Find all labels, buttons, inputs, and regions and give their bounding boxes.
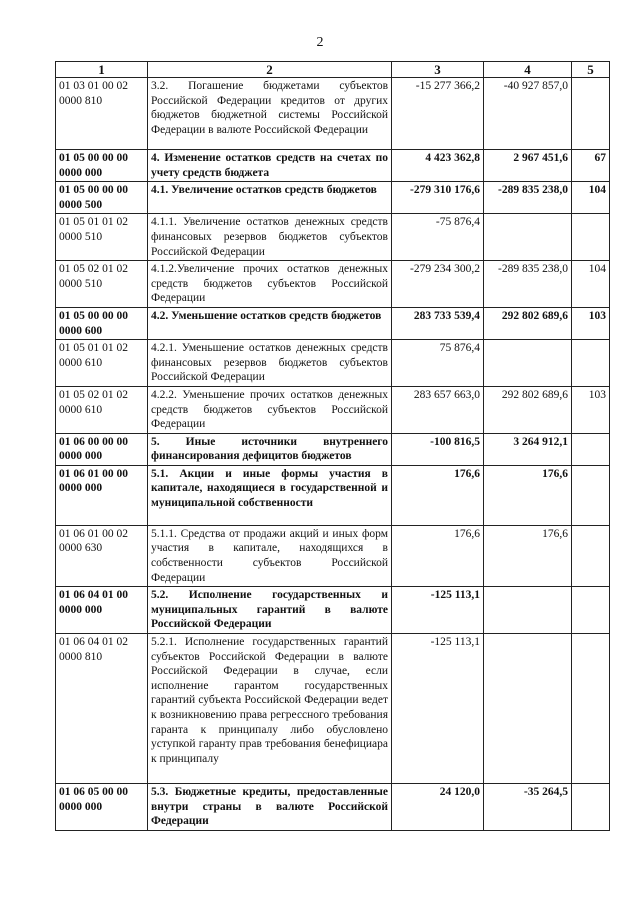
row-actual-value: 292 802 689,6 (484, 386, 572, 433)
column-header-plan: 3 (392, 62, 484, 78)
row-percent: 67 (572, 150, 610, 182)
row-code: 01 06 01 00 00 0000 000 (56, 465, 148, 525)
row-name: 5.2. Исполнение государственных и муниципальных гарантий в валюте Российской Федерации (148, 587, 392, 634)
row-name: 4.2. Уменьшение остатков средств бюджетов (148, 307, 392, 339)
row-percent: 104 (572, 182, 610, 214)
row-plan-value: 75 876,4 (392, 340, 484, 387)
row-actual-value: 292 802 689,6 (484, 307, 572, 339)
row-name: 4.1.2.Увеличение прочих остатков денежных средств бюджетов субъектов Российской Федерации (148, 261, 392, 308)
row-percent (572, 433, 610, 465)
row-percent (572, 78, 610, 150)
row-code: 01 05 00 00 00 0000 000 (56, 150, 148, 182)
table-row (56, 340, 610, 387)
row-plan-value: -125 113,1 (392, 634, 484, 784)
row-name: 4.2.2. Уменьшение прочих остатков денежных средств бюджетов субъектов Российской Федерации (148, 386, 392, 433)
row-plan-value: -279 310 176,6 (392, 182, 484, 214)
row-percent (572, 634, 610, 784)
page-number: 2 (316, 35, 324, 50)
row-percent (572, 784, 610, 831)
row-actual-value: -289 835 238,0 (484, 261, 572, 308)
row-plan-value: 176,6 (392, 525, 484, 586)
table-row (56, 465, 610, 525)
row-actual-value (484, 340, 572, 387)
table-row (56, 307, 610, 339)
row-name: 4. Изменение остатков средств на счетах по учету средств бюджета (148, 150, 392, 182)
row-percent: 104 (572, 261, 610, 308)
table-row (56, 150, 610, 182)
row-plan-value: 283 733 539,4 (392, 307, 484, 339)
row-actual-value: -289 835 238,0 (484, 182, 572, 214)
table-row (56, 634, 610, 784)
row-plan-value: -15 277 366,2 (392, 78, 484, 150)
row-actual-value: 176,6 (484, 465, 572, 525)
row-name: 5.1.1. Средства от продажи акций и иных форм участия в капитале, находящихся в собственности субъектов Российской Федерации (148, 525, 392, 586)
row-code: 01 05 01 01 02 0000 610 (56, 340, 148, 387)
row-plan-value: 24 120,0 (392, 784, 484, 831)
row-code: 01 05 00 00 00 0000 600 (56, 307, 148, 339)
table-row (56, 587, 610, 634)
table-row (56, 261, 610, 308)
row-actual-value: 2 967 451,6 (484, 150, 572, 182)
row-code: 01 06 05 00 00 0000 000 (56, 784, 148, 831)
row-name: 5.3. Бюджетные кредиты, предоставленные внутри страны в валюте Российской Федерации (148, 784, 392, 831)
row-plan-value: -75 876,4 (392, 214, 484, 261)
table-row (56, 78, 610, 150)
row-actual-value: -40 927 857,0 (484, 78, 572, 150)
row-percent (572, 340, 610, 387)
row-plan-value: 176,6 (392, 465, 484, 525)
row-name: 4.2.1. Уменьшение остатков денежных средств финансовых резервов бюджетов субъектов Российской Федерации (148, 340, 392, 387)
row-actual-value: 3 264 912,1 (484, 433, 572, 465)
column-header-actual: 4 (484, 62, 572, 78)
row-code: 01 05 00 00 00 0000 500 (56, 182, 148, 214)
row-plan-value: 283 657 663,0 (392, 386, 484, 433)
column-header-percent: 5 (572, 62, 610, 78)
budget-sources-table (55, 61, 610, 831)
row-name: 5.1. Акции и иные формы участия в капитале, находящиеся в государственной и муниципальной собственности (148, 465, 392, 525)
row-percent (572, 525, 610, 586)
row-percent (572, 214, 610, 261)
table-row (56, 525, 610, 586)
row-code: 01 06 04 01 02 0000 810 (56, 634, 148, 784)
row-code: 01 05 01 01 02 0000 510 (56, 214, 148, 261)
row-percent: 103 (572, 386, 610, 433)
row-actual-value (484, 214, 572, 261)
table-header-row (56, 62, 610, 78)
table-row (56, 214, 610, 261)
row-percent: 103 (572, 307, 610, 339)
table-row (56, 386, 610, 433)
row-code: 01 06 00 00 00 0000 000 (56, 433, 148, 465)
row-actual-value (484, 634, 572, 784)
row-plan-value: -100 816,5 (392, 433, 484, 465)
table-row (56, 784, 610, 831)
row-actual-value: 176,6 (484, 525, 572, 586)
row-plan-value: 4 423 362,8 (392, 150, 484, 182)
row-name: 5.2.1. Исполнение государственных гарантий субъектов Российской Федерации в валюте Российской Федерации в случае, если исполнение гарантом государственных гарантий субъекта Российской Федерации ведет к возникновению права регрессного требования гаранта к принципалу либо обусловлено уступкой гаранту прав требования бенефициара к принципалу (148, 634, 392, 784)
row-name: 4.1. Увеличение остатков средств бюджетов (148, 182, 392, 214)
row-code: 01 05 02 01 02 0000 510 (56, 261, 148, 308)
row-plan-value: -279 234 300,2 (392, 261, 484, 308)
row-actual-value (484, 587, 572, 634)
row-name: 5. Иные источники внутреннего финансирования дефицитов бюджетов (148, 433, 392, 465)
column-header-name: 2 (148, 62, 392, 78)
row-code: 01 06 01 00 02 0000 630 (56, 525, 148, 586)
row-plan-value: -125 113,1 (392, 587, 484, 634)
table-row (56, 182, 610, 214)
row-actual-value: -35 264,5 (484, 784, 572, 831)
row-percent (572, 465, 610, 525)
row-code: 01 05 02 01 02 0000 610 (56, 386, 148, 433)
row-code: 01 06 04 01 00 0000 000 (56, 587, 148, 634)
row-name: 4.1.1. Увеличение остатков денежных средств финансовых резервов бюджетов субъектов Российской Федерации (148, 214, 392, 261)
table-row (56, 433, 610, 465)
column-header-code: 1 (56, 62, 148, 78)
row-percent (572, 587, 610, 634)
row-code: 01 03 01 00 02 0000 810 (56, 78, 148, 150)
row-name: 3.2. Погашение бюджетами субъектов Российской Федерации кредитов от других бюджетов бюджетной системы Российской Федерации в валюте Российской Федерации (148, 78, 392, 150)
